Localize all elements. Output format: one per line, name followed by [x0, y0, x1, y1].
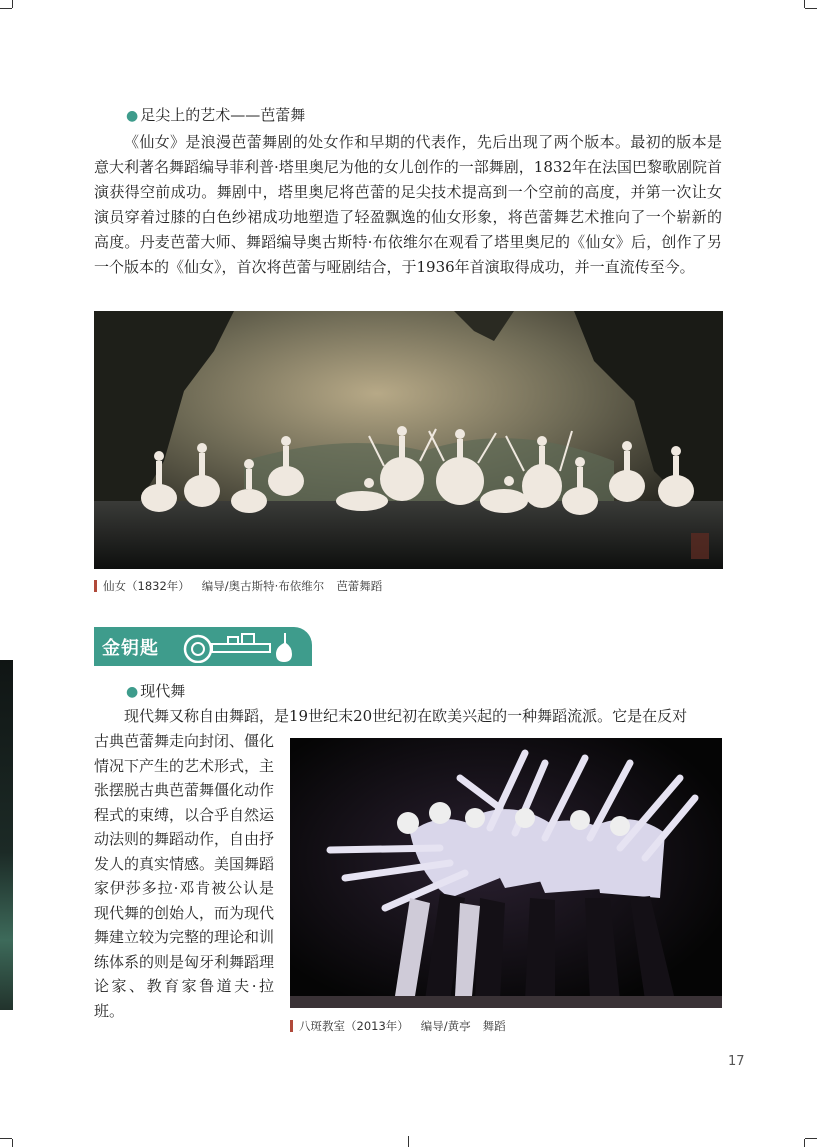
ballet-paragraph — [94, 130, 722, 280]
ballet-paragraph-text: 《仙女》是浪漫芭蕾舞剧的处女作和早期的代表作，先后出现了两个版本。最初的版本是意大利著名舞蹈编导菲利普·塔里奥尼为他的女儿创作的一部舞剧，1832年在法国巴黎歌剧院首演获得空前成功。舞剧中，塔里奥尼将芭蕾的足尖技术提高到一个空前的高度，并第一次让女演员穿着过膝的白色纱裙成功地塑造了轻盈飘逸的仙女形象，将芭蕾舞艺术推向了一个崭新的高度。丹麦芭蕾大师、舞蹈编导奥古斯特·布依维尔在观看了塔里奥尼的《仙女》后，创作了另一个版本的《仙女》，首次将芭蕾与哑剧结合，于1936年首演取得成功，并一直流传至今。 — [94, 133, 722, 276]
crop-mark — [805, 8, 817, 9]
page-number: 17 — [728, 1054, 745, 1069]
crop-mark — [12, 1139, 13, 1147]
crop-mark — [804, 0, 805, 8]
modern-caption-title: 八斑教室（2013年） — [299, 1019, 409, 1033]
key-icon — [180, 631, 306, 663]
modern-caption-genre: 舞蹈 — [482, 1019, 506, 1033]
ballet-heading-text: 足尖上的艺术——芭蕾舞 — [140, 106, 306, 124]
modern-heading-text: 现代舞 — [140, 682, 186, 700]
modern-column — [94, 729, 274, 1023]
crop-mark — [12, 0, 13, 8]
modern-first-line — [94, 704, 722, 729]
bullet-icon: ● — [126, 684, 139, 700]
banner-title: 金钥匙 — [102, 638, 159, 659]
modern-dance-photo — [290, 738, 722, 1008]
ballet-heading — [126, 104, 305, 127]
modern-column-text: 古典芭蕾舞走向封闭、僵化情况下产生的艺术形式，主张摆脱古典芭蕾舞僵化动作程式的束缚，以合乎自然运动法则的舞蹈动作，自由抒发人的真实情感。美国舞蹈家伊莎多拉·邓肯被公认是现代舞的创始人，而为现代舞建立较为完整的理论和训练体系的则是匈牙利舞蹈理论家、教育家鲁道夫·拉班。 — [94, 732, 275, 1020]
ballet-caption-title: 仙女（1832年） — [103, 579, 190, 593]
crop-mark — [408, 1136, 409, 1147]
modern-caption-director: 编导/黄亭 — [420, 1019, 471, 1033]
ballet-caption-genre: 芭蕾舞蹈 — [336, 579, 383, 593]
ballet-photo — [94, 311, 723, 569]
crop-mark — [0, 1138, 12, 1139]
crop-mark — [0, 8, 12, 9]
ballet-caption-director: 编导/奥古斯特·布依维尔 — [201, 579, 325, 593]
adjacent-page-edge — [0, 660, 13, 1010]
crop-mark — [805, 1138, 817, 1139]
crop-mark — [804, 1139, 805, 1147]
caption-bar — [290, 1020, 293, 1032]
modern-caption — [290, 1018, 506, 1034]
ballet-caption — [94, 578, 382, 594]
caption-bar — [94, 580, 97, 592]
modern-first-line-text: 现代舞又称自由舞蹈，是19世纪末20世纪初在欧美兴起的一种舞蹈流派。它是在反对 — [124, 707, 688, 725]
golden-key-banner — [94, 627, 312, 666]
bullet-icon: ● — [126, 108, 139, 124]
modern-heading — [126, 680, 185, 703]
